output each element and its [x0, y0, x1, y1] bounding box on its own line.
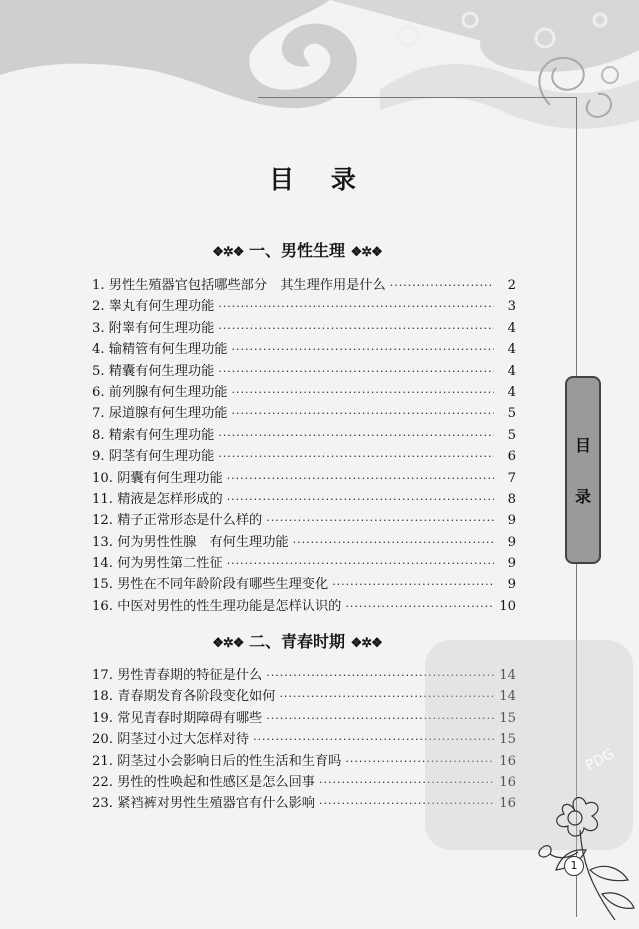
leader-dots: [390, 279, 494, 292]
toc-item[interactable]: 11. 精液是怎样形成的 ····· 8: [92, 488, 516, 509]
leader-dots: [227, 557, 494, 570]
toc-item[interactable]: 1. 男性生殖器官包括哪些部分 其生理作用是什么 ····· 2: [92, 274, 516, 295]
toc-item[interactable]: 16. 中医对男性的性生理功能是怎样认识的 ····· 10: [92, 595, 516, 616]
toc-item[interactable]: 12. 精子正常形态是什么样的 ····· 9: [92, 509, 516, 530]
toc-item[interactable]: 10. 阴囊有何生理功能 ····· 7: [92, 467, 516, 488]
toc-item[interactable]: 9. 阴茎有何生理功能 ····· 6: [92, 445, 516, 466]
section-heading-text: 一、男性生理: [248, 241, 345, 260]
toc-item[interactable]: 20. 阴茎过小过大怎样对待 ····· 15: [92, 728, 516, 749]
toc-item[interactable]: 21. 阴茎过小会影响日后的性生活和生育吗 ····· 16: [92, 750, 516, 771]
page-ref: 9: [507, 534, 516, 550]
page-number: 1: [564, 856, 584, 876]
page-ref: 9: [507, 577, 516, 593]
leader-dots: [227, 493, 494, 506]
leader-dots: [218, 450, 494, 463]
side-index-tab[interactable]: [565, 376, 601, 564]
page-title: 目 录: [269, 165, 370, 194]
leader-dots: [218, 365, 494, 378]
toc-item[interactable]: 22. 男性的性唤起和性感区是怎么回事 ····· 16: [92, 771, 516, 792]
page-ref: 14: [499, 689, 516, 705]
section-heading-text: 二、青春时期: [248, 632, 345, 651]
ornament-left-icon: ❖✲❖: [212, 636, 244, 651]
toc-item[interactable]: 14. 何为男性第二性征 ····· 9: [92, 552, 516, 573]
toc-item[interactable]: 8. 精索有何生理功能 ····· 5: [92, 424, 516, 445]
leader-dots: [218, 322, 494, 335]
leader-dots: [332, 578, 494, 591]
page-ref: 4: [507, 363, 516, 379]
page-ref: 4: [507, 320, 516, 336]
ornament-right-icon: ❖✲❖: [350, 636, 382, 651]
ornament-right-icon: ❖✲❖: [350, 245, 382, 260]
leader-dots: [231, 343, 494, 356]
page-ref: 6: [507, 449, 516, 465]
leader-dots: [231, 386, 494, 399]
toc-item[interactable]: 6. 前列腺有何生理功能 ····· 4: [92, 381, 516, 402]
page-ref: 7: [507, 470, 516, 486]
toc-item[interactable]: 2. 睾丸有何生理功能 ····· 3: [92, 295, 516, 316]
toc-item[interactable]: 7. 尿道腺有何生理功能 ····· 5: [92, 402, 516, 423]
section-heading-1: [92, 238, 502, 261]
toc-item[interactable]: 19. 常见青春时期障碍有哪些 ····· 15: [92, 707, 516, 728]
page-ref: 9: [507, 513, 516, 529]
page-ref: 16: [499, 796, 516, 812]
side-tab-char-1: 目: [574, 436, 591, 455]
leader-dots: [227, 472, 494, 485]
toc-item[interactable]: 23. 紧裆裤对男性生殖器官有什么影响 ····· 16: [92, 792, 516, 813]
toc-item[interactable]: 17. 男性青春期的特征是什么 ····· 14: [92, 664, 516, 685]
toc-list-section-1: [92, 274, 516, 616]
swirl-decoration: [0, 0, 639, 150]
page-ref: 15: [499, 710, 516, 726]
page-ref: 14: [499, 668, 516, 683]
ornament-left-icon: ❖✲❖: [212, 245, 244, 260]
page-ref: 2: [507, 278, 516, 293]
page-ref: 4: [507, 384, 516, 400]
page-ref: 5: [507, 427, 516, 443]
toc-item[interactable]: 4. 输精管有何生理功能 ····· 4: [92, 338, 516, 359]
page-ref: 8: [507, 491, 516, 507]
leader-dots: [293, 536, 494, 549]
page-ref: 15: [499, 732, 516, 748]
page-ref: 5: [507, 406, 516, 422]
leader-dots: [218, 429, 494, 442]
leader-dots: [266, 514, 494, 527]
toc-item[interactable]: 18. 青春期发育各阶段变化如何 ····· 14: [92, 685, 516, 706]
page-ref: 16: [499, 774, 516, 790]
toc-item[interactable]: 15. 男性在不同年龄阶段有哪些生理变化 ····· 9: [92, 573, 516, 594]
pdg-watermark: PDG: [583, 745, 618, 775]
page-ref: 3: [507, 299, 516, 315]
leader-dots: [218, 300, 494, 313]
page-ref: 9: [507, 556, 516, 572]
side-tab-char-2: 录: [574, 487, 591, 506]
page-ref: 4: [507, 342, 516, 358]
toc-item[interactable]: 3. 附睾有何生理功能 ····· 4: [92, 317, 516, 338]
toc-item[interactable]: 13. 何为男性性腺 有何生理功能 ····· 9: [92, 531, 516, 552]
toc-item[interactable]: 5. 精囊有何生理功能 ····· 4: [92, 360, 516, 381]
leader-dots: [231, 407, 494, 420]
page-ref: 10: [499, 598, 516, 614]
page-ref: 16: [499, 753, 516, 769]
frame-line-top: [258, 97, 576, 98]
leader-dots: [345, 600, 494, 613]
